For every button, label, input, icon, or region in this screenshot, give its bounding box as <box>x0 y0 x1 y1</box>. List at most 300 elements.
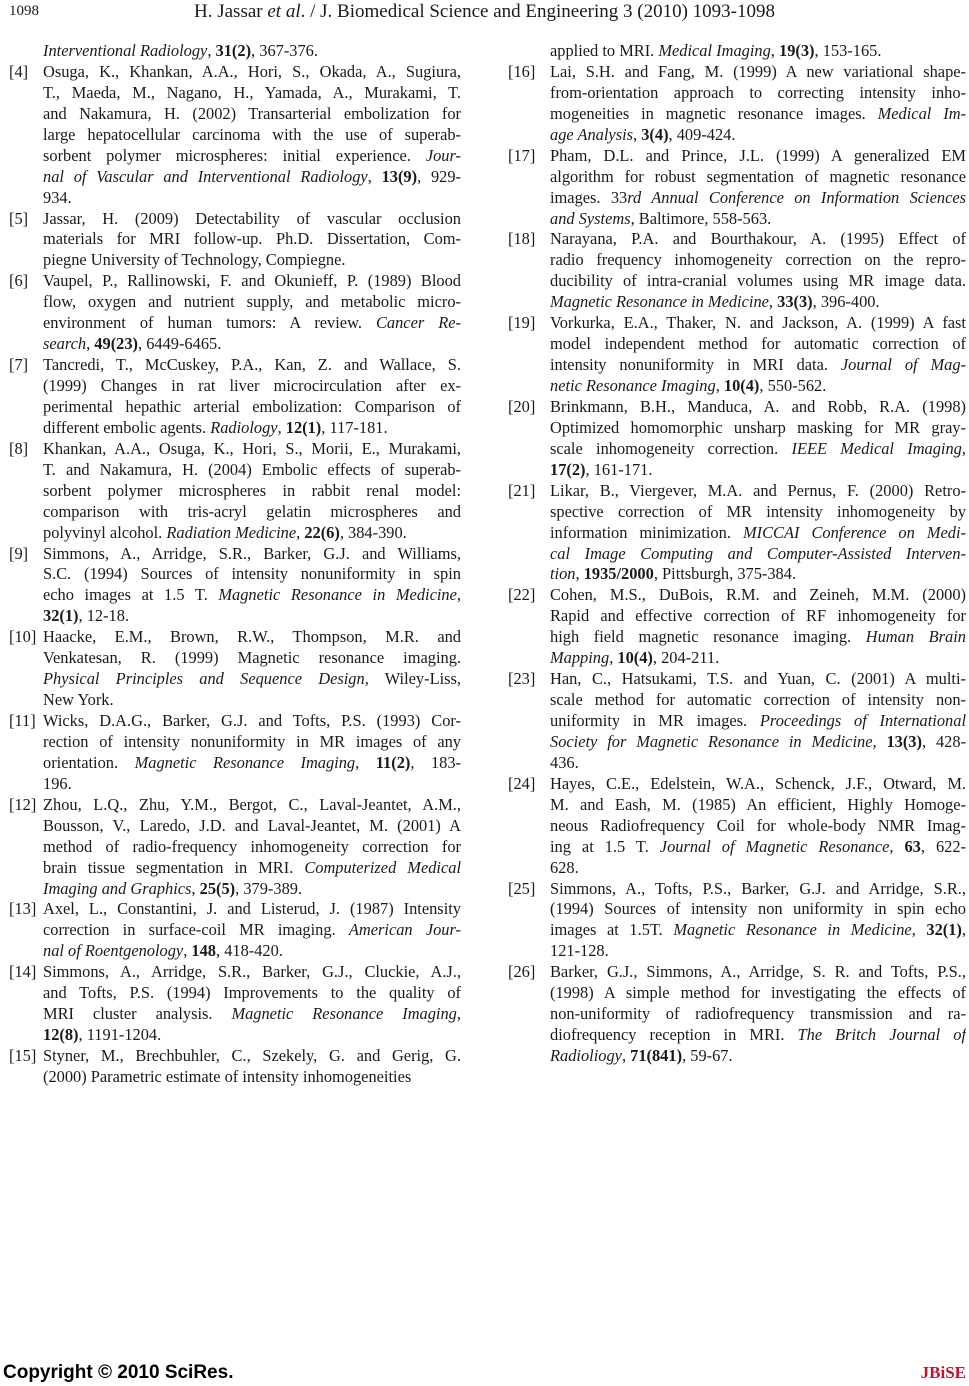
reference-body <box>43 1046 461 1088</box>
reference-item <box>9 62 461 209</box>
reference-item <box>9 209 461 272</box>
bold-volume: 10(4) <box>723 376 760 395</box>
bold-volume: 33(3) <box>777 292 813 312</box>
italic-text: cal Image Computing and Computer-Assisted Interven- <box>550 543 966 563</box>
text-segment: , 550-562. <box>759 376 827 395</box>
italic-text: Magnetic Resonance in Medicine <box>673 920 912 940</box>
italic-text: Medical Imaging <box>658 41 771 60</box>
reference-body <box>43 544 461 628</box>
reference-line <box>550 125 966 146</box>
footer-copyright: Copyright © 2010 SciRes. <box>3 1362 234 1383</box>
italic-text: Mapping <box>550 648 610 668</box>
reference-line <box>550 732 966 753</box>
continued-reference <box>550 41 966 62</box>
reference-line <box>43 209 461 230</box>
reference-number: [10] <box>9 627 37 647</box>
reference-line <box>550 250 966 271</box>
bold-volume: 11(2) <box>375 752 411 772</box>
italic-text: Jour- <box>425 145 461 165</box>
reference-line <box>43 481 461 502</box>
reference-line <box>43 564 461 585</box>
text-segment: Venkatesan, R. (1999) Magnetic resonance imaging. <box>43 648 461 668</box>
reference-body <box>43 627 461 711</box>
text-segment: , 204-211. <box>652 648 720 668</box>
italic-text: Physical Principles and Sequence Design <box>43 669 365 689</box>
italic-text: MICCAI Conference on Medi- <box>742 522 966 542</box>
reference-line <box>43 627 461 648</box>
right-column <box>508 41 966 1067</box>
reference-line <box>43 711 461 732</box>
reference-line <box>43 313 461 334</box>
text-segment: , 183- <box>410 752 461 772</box>
text-segment: (1999) Changes in rat liver microcirculation after ex- <box>43 376 461 395</box>
text-segment: Cohen, M.S., DuBois, R.M. and Zeineh, M.M. (2000) <box>550 585 966 605</box>
reference-item <box>508 481 966 586</box>
reference-line <box>43 816 461 837</box>
bold-volume: 1935/2000 <box>583 564 654 584</box>
reference-number: [11] <box>9 711 36 730</box>
text-segment: uniformity in MR images. <box>550 711 760 730</box>
text-segment: spective correction of MR intensity inhomogeneity by <box>550 501 966 521</box>
text-segment: Axel, L., Constantini, J. and Listerud, J. (1987) Intensity <box>43 899 461 919</box>
reference-item <box>508 313 966 397</box>
text-segment: and Nakamura, H. (2002) Transarterial embolization for <box>43 103 461 123</box>
text-segment: information minimization. <box>550 522 743 542</box>
reference-number: [19] <box>508 313 536 333</box>
text-segment: materials for MRI follow-up. Ph.D. Dissertation, Com- <box>43 229 461 249</box>
text-segment: different embolic agents. <box>43 417 211 437</box>
text-segment: 934. <box>43 187 72 207</box>
text-segment: , 12-18. <box>78 606 130 626</box>
text-segment: large hepatocellular carcinoma with the use of superab- <box>43 124 461 144</box>
reference-item <box>508 397 966 481</box>
reference-line <box>550 1025 966 1046</box>
reference-line <box>43 62 461 83</box>
text-segment: , <box>296 522 305 542</box>
reference-number: [15] <box>9 1046 37 1065</box>
continued-reference <box>43 41 461 62</box>
reference-line <box>550 523 966 544</box>
italic-text: nal of Vascular and Interventional Radiology <box>43 166 368 186</box>
reference-line <box>43 1004 461 1025</box>
text-segment: sorbent polymer microspheres: initial experience. <box>43 145 426 165</box>
italic-text: Magnetic Resonance Imaging <box>134 752 356 772</box>
text-segment: Jassar, H. (2009) Detectability of vascular occlusion <box>43 208 461 228</box>
page-number: 1098 <box>9 3 39 19</box>
reference-number: [16] <box>508 61 536 81</box>
text-segment: , <box>768 292 778 312</box>
reference-number: [13] <box>9 899 37 919</box>
text-segment: rection of intensity nonuniformity in MR images of any <box>43 731 461 751</box>
text-segment: 436. <box>550 752 579 772</box>
bold-volume: 71(841) <box>630 1046 683 1065</box>
bold-volume: 63 <box>904 836 921 856</box>
reference-line <box>43 879 461 900</box>
reference-line <box>43 732 461 753</box>
reference-line <box>550 585 966 606</box>
text-segment: , Baltimore, 558-563. <box>630 208 772 228</box>
text-segment: , 1191-1204. <box>78 1025 162 1045</box>
text-segment: scale method for automatic correction of intensity non- <box>550 690 966 710</box>
text-segment: piegne University of Technology, Compiegne. <box>43 250 346 270</box>
bold-volume: 12(8) <box>43 1025 79 1045</box>
reference-body <box>550 62 966 146</box>
italic-text: Interventional Radiology <box>43 41 208 60</box>
reference-line <box>43 585 461 606</box>
bold-volume: 17(2) <box>550 459 586 479</box>
reference-number: [8] <box>9 438 29 458</box>
italic-text: Society for Magnetic Resonance in Medicine <box>550 731 873 751</box>
reference-number: [6] <box>9 271 29 291</box>
reference-body <box>43 795 461 900</box>
reference-line <box>550 795 966 816</box>
text-segment: , 622- <box>920 836 966 856</box>
text-segment: , 384-390. <box>339 522 407 542</box>
text-segment: , Wiley-Liss, <box>364 669 461 689</box>
reference-body <box>550 397 966 481</box>
text-segment: Vorkurka, E.A., Thaker, N. and Jackson, A. (1999) A fast <box>550 313 966 333</box>
text-segment: , <box>367 166 382 186</box>
text-segment: ducibility of intra-cranial volumes using MR image data. <box>550 271 966 291</box>
reference-line <box>550 606 966 627</box>
text-segment: 121-128. <box>550 941 609 961</box>
reference-line <box>550 83 966 104</box>
reference-line <box>550 648 966 669</box>
reference-item <box>508 879 966 963</box>
text-segment: diofrequency reception in MRI. <box>550 1025 798 1045</box>
reference-line <box>550 858 966 879</box>
reference-line <box>550 962 966 983</box>
reference-body <box>43 355 461 439</box>
text-segment: , <box>207 41 216 60</box>
text-segment: intensity nonuniformity in MRI data. <box>550 355 841 375</box>
text-segment: , <box>456 585 461 605</box>
text-segment: Narayana, P.A. and Bourthakour, A. (1995) Effect of <box>550 229 966 249</box>
reference-item <box>9 962 461 1046</box>
text-segment: , 379-389. <box>235 878 303 898</box>
reference-number: [25] <box>508 878 536 898</box>
reference-line <box>550 418 966 439</box>
reference-line <box>43 544 461 565</box>
reference-line <box>550 62 966 83</box>
reference-item <box>508 585 966 669</box>
text-segment: scale inhomogeneity correction. <box>550 438 792 458</box>
text-segment: Simmons, A., Arridge, S.R., Barker, G.J., Cluckie, A.J., <box>43 962 461 982</box>
reference-line <box>550 816 966 837</box>
bold-volume: 13(3) <box>886 731 922 751</box>
reference-body <box>43 711 461 795</box>
text-segment: Simmons, A., Tofts, P.S., Barker, G.J. and Arridge, S.R., <box>550 878 966 898</box>
reference-line <box>43 83 461 104</box>
reference-line <box>550 564 966 585</box>
reference-line <box>43 920 461 941</box>
text-segment: , 153-165. <box>814 41 882 60</box>
text-segment: T. and Nakamura, H. (2004) Embolic effects of superab- <box>43 459 461 479</box>
reference-line <box>43 104 461 125</box>
reference-line <box>43 962 461 983</box>
reference-line <box>43 523 461 544</box>
reference-line <box>550 104 966 125</box>
text-segment: orientation. <box>43 752 135 772</box>
reference-line <box>550 146 966 167</box>
italic-text: Journal of Mag- <box>840 355 966 375</box>
text-segment: and Tofts, P.S. (1994) Improvements to the quality of <box>43 983 461 1003</box>
text-segment: , <box>872 731 887 751</box>
text-segment: , 161-171. <box>585 459 653 479</box>
reference-item <box>9 544 461 628</box>
reference-line <box>43 669 461 690</box>
running-head-journal: . / J. Biomedical Science and Engineering 3 (2010) 1093-1098 <box>300 1 775 22</box>
reference-line <box>550 313 966 334</box>
reference-body <box>43 962 461 1046</box>
running-head-authors: H. Jassar <box>194 1 268 22</box>
bold-volume: 31(2) <box>215 41 252 60</box>
reference-number: [12] <box>9 794 37 814</box>
running-head <box>0 1 969 23</box>
bold-volume: 13(9) <box>381 166 418 186</box>
italic-text: Radioliogy <box>550 1046 622 1065</box>
text-segment: , 6449-6465. <box>138 334 222 354</box>
reference-number: [20] <box>508 396 536 416</box>
text-segment: , <box>889 836 905 856</box>
text-segment: , 428- <box>921 731 966 751</box>
text-segment: sorbent polymer microspheres in rabbit renal model: <box>43 480 461 500</box>
text-segment: Haacke, E.M., Brown, R.W., Thompson, M.R. and <box>43 627 461 647</box>
text-segment: Pham, D.L. and Prince, J.L. (1999) A generalized EM <box>550 145 966 165</box>
reference-item <box>508 774 966 879</box>
reference-line <box>550 899 966 920</box>
reference-body <box>550 669 966 774</box>
reference-line <box>43 355 461 376</box>
reference-number: [22] <box>508 585 536 605</box>
reference-line <box>43 271 461 292</box>
reference-item <box>508 962 966 1067</box>
text-segment: , 367-376. <box>251 41 318 60</box>
text-segment: (1994) Sources of intensity non uniformity in spin echo <box>550 899 966 919</box>
reference-body <box>550 774 966 879</box>
italic-text: Medical Im- <box>877 103 966 123</box>
bold-volume: 49(23) <box>94 334 138 354</box>
reference-line <box>550 690 966 711</box>
reference-line <box>43 941 461 962</box>
text-segment: , 418-420. <box>216 941 283 961</box>
text-segment: Khankan, A.A., Osuga, K., Hori, S., Morii, E., Murakami, <box>43 438 461 458</box>
reference-line <box>550 1046 966 1067</box>
reference-number: [4] <box>9 61 29 81</box>
text-segment: Barker, G.J., Simmons, A., Arridge, S. R. and Tofts, P.S., <box>550 962 966 982</box>
reference-line <box>43 41 461 62</box>
text-segment: 628. <box>550 857 579 877</box>
reference-item <box>9 627 461 711</box>
reference-number: [7] <box>9 355 29 375</box>
italic-text: Radiation Medicine <box>166 522 297 542</box>
reference-line <box>43 146 461 167</box>
italic-text: age Analysis <box>550 124 634 144</box>
text-segment: neous Radiofrequency Coil for whole-body NMR Imag- <box>550 815 966 835</box>
reference-body <box>43 271 461 355</box>
reference-body <box>550 313 966 397</box>
text-segment: , <box>911 920 927 940</box>
text-segment: polyvinyl alcohol. <box>43 522 167 542</box>
italic-text: Magnetic Resonance Imaging <box>231 1004 457 1024</box>
reference-line <box>550 460 966 481</box>
reference-line <box>43 125 461 146</box>
italic-text: nal of Roentgenology <box>43 941 184 961</box>
reference-body <box>43 899 461 962</box>
reference-line <box>43 753 461 774</box>
bold-volume: 22(6) <box>304 522 340 542</box>
text-segment: brain tissue segmentation in MRI. <box>43 857 305 877</box>
reference-line <box>550 879 966 900</box>
bold-volume: 32(1) <box>926 920 962 940</box>
text-segment: (2000) Parametric estimate of intensity inhomogeneities <box>43 1066 412 1086</box>
text-segment: Likar, B., Viergever, M.A. and Pernus, F. (2000) Retro- <box>550 480 966 500</box>
reference-line <box>43 376 461 397</box>
reference-line <box>550 188 966 209</box>
italic-text: rd Annual Conference on Information Sciences <box>627 187 966 207</box>
reference-line <box>43 606 461 627</box>
text-segment: radio frequency inhomogeneity correction on the repro- <box>550 250 966 270</box>
italic-text: American Jour- <box>348 920 461 940</box>
text-segment: Osuga, K., Khankan, A.A., Hori, S., Okada, A., Sugiura, <box>43 61 461 81</box>
text-segment: ing at 1.5 T. <box>550 836 660 856</box>
reference-line <box>43 648 461 669</box>
text-segment: , <box>86 334 95 354</box>
text-segment: , <box>183 941 192 961</box>
reference-body <box>550 962 966 1067</box>
text-segment: images. 33 <box>550 187 628 207</box>
text-segment: , 117-181. <box>321 417 388 437</box>
reference-line <box>43 418 461 439</box>
reference-line <box>43 858 461 879</box>
text-segment: environment of human tumors: A review. <box>43 313 376 333</box>
reference-line <box>43 188 461 209</box>
reference-item <box>9 439 461 544</box>
reference-line <box>550 774 966 795</box>
reference-line <box>550 837 966 858</box>
text-segment: New York. <box>43 690 114 710</box>
reference-item <box>9 795 461 900</box>
italic-text: Proceedings of International <box>759 711 966 730</box>
reference-number: [9] <box>9 543 29 563</box>
reference-number: [26] <box>508 962 536 982</box>
italic-text: The Britch Journal of <box>797 1025 966 1045</box>
text-segment: , <box>961 920 966 940</box>
reference-line <box>550 920 966 941</box>
reference-item <box>508 229 966 313</box>
reference-line <box>550 711 966 732</box>
text-segment: flow, oxygen and nutrient supply, and metabolic micro- <box>43 292 461 312</box>
text-segment: Rapid and effective correction of RF inhomogeneity for <box>550 606 966 626</box>
reference-body <box>550 481 966 586</box>
reference-line <box>550 376 966 397</box>
text-segment: correction in surface-coil MR imaging. <box>43 920 349 940</box>
reference-line <box>43 899 461 920</box>
reference-line <box>43 502 461 523</box>
reference-line <box>43 167 461 188</box>
italic-text: Magnetic Resonance in Medicine <box>550 292 769 312</box>
reference-line <box>43 292 461 313</box>
text-segment: , <box>621 1046 631 1065</box>
text-segment: Lai, S.H. and Fang, M. (1999) A new variational shape- <box>550 61 966 81</box>
reference-line <box>43 439 461 460</box>
reference-line <box>550 209 966 230</box>
italic-text: Journal of Magnetic Resonance <box>659 836 890 856</box>
reference-number: [17] <box>508 145 536 165</box>
italic-text: IEEE Medical Imaging <box>791 438 962 458</box>
reference-line <box>550 229 966 250</box>
reference-line <box>43 774 461 795</box>
text-segment: M. and Eash, M. (1985) An efficient, Highly Homoge- <box>550 794 966 814</box>
reference-line <box>550 627 966 648</box>
italic-text: Imaging and Graphics <box>43 878 192 898</box>
reference-item <box>9 355 461 439</box>
reference-line <box>43 983 461 1004</box>
italic-text: search <box>43 334 87 354</box>
bold-volume: 3(4) <box>641 124 669 144</box>
text-segment: Simmons, A., Arridge, S.R., Barker, G.J. and Williams, <box>43 543 461 563</box>
text-segment: Zhou, L.Q., Zhu, Y.M., Bergot, C., Laval-Jeantet, A.M., <box>43 794 461 814</box>
text-segment: echo images at 1.5 T. <box>43 585 219 605</box>
text-segment: , 929- <box>417 166 461 186</box>
text-segment: MRI cluster analysis. <box>43 1004 232 1024</box>
reference-body <box>550 146 966 230</box>
reference-body <box>43 439 461 544</box>
text-segment: , Pittsburgh, 375-384. <box>653 564 797 584</box>
reference-line <box>550 292 966 313</box>
reference-line <box>43 690 461 711</box>
reference-line <box>550 41 966 62</box>
reference-item <box>508 146 966 230</box>
reference-line <box>550 167 966 188</box>
text-segment: , <box>715 376 724 395</box>
text-segment: , <box>191 878 200 898</box>
reference-line <box>43 837 461 858</box>
reference-item <box>9 271 461 355</box>
text-segment: from-orientation approach to correcting intensity inho- <box>550 82 966 102</box>
text-segment: , 59-67. <box>682 1046 733 1065</box>
text-segment: comparison with tris-acryl gelatin microspheres and <box>43 501 461 521</box>
reference-line <box>43 229 461 250</box>
reference-line <box>43 1025 461 1046</box>
text-segment: (1998) A simple method for investigating the effects of <box>550 983 966 1003</box>
text-segment: Wicks, D.A.G., Barker, G.J. and Tofts, P.S. (1993) Cor- <box>43 711 461 730</box>
italic-text: tion <box>550 564 576 584</box>
text-segment: , <box>609 648 618 668</box>
italic-text: Computerized Medical <box>304 857 461 877</box>
reference-item <box>9 1046 461 1088</box>
reference-line <box>550 481 966 502</box>
text-segment: T., Maeda, M., Nagano, H., Yamada, A., Murakami, T. <box>43 82 461 102</box>
text-segment: , <box>633 124 642 144</box>
reference-line <box>43 1046 461 1067</box>
reference-item <box>508 669 966 774</box>
text-segment: non-uniformity of radiofrequency transmission and ra- <box>550 1004 966 1024</box>
reference-line <box>550 355 966 376</box>
reference-body <box>43 209 461 272</box>
text-segment: images at 1.5T. <box>550 920 674 940</box>
reference-item <box>9 711 461 795</box>
reference-number: [24] <box>508 773 536 793</box>
text-segment: , 396-400. <box>812 292 880 312</box>
reference-line <box>550 941 966 962</box>
reference-number: [18] <box>508 229 536 249</box>
reference-line <box>550 669 966 690</box>
text-segment: Tancredi, T., McCuskey, P.A., Kan, Z. and Wallace, S. <box>43 355 461 375</box>
reference-body <box>550 879 966 963</box>
italic-text: Human Brain <box>865 627 966 647</box>
reference-line <box>550 439 966 460</box>
